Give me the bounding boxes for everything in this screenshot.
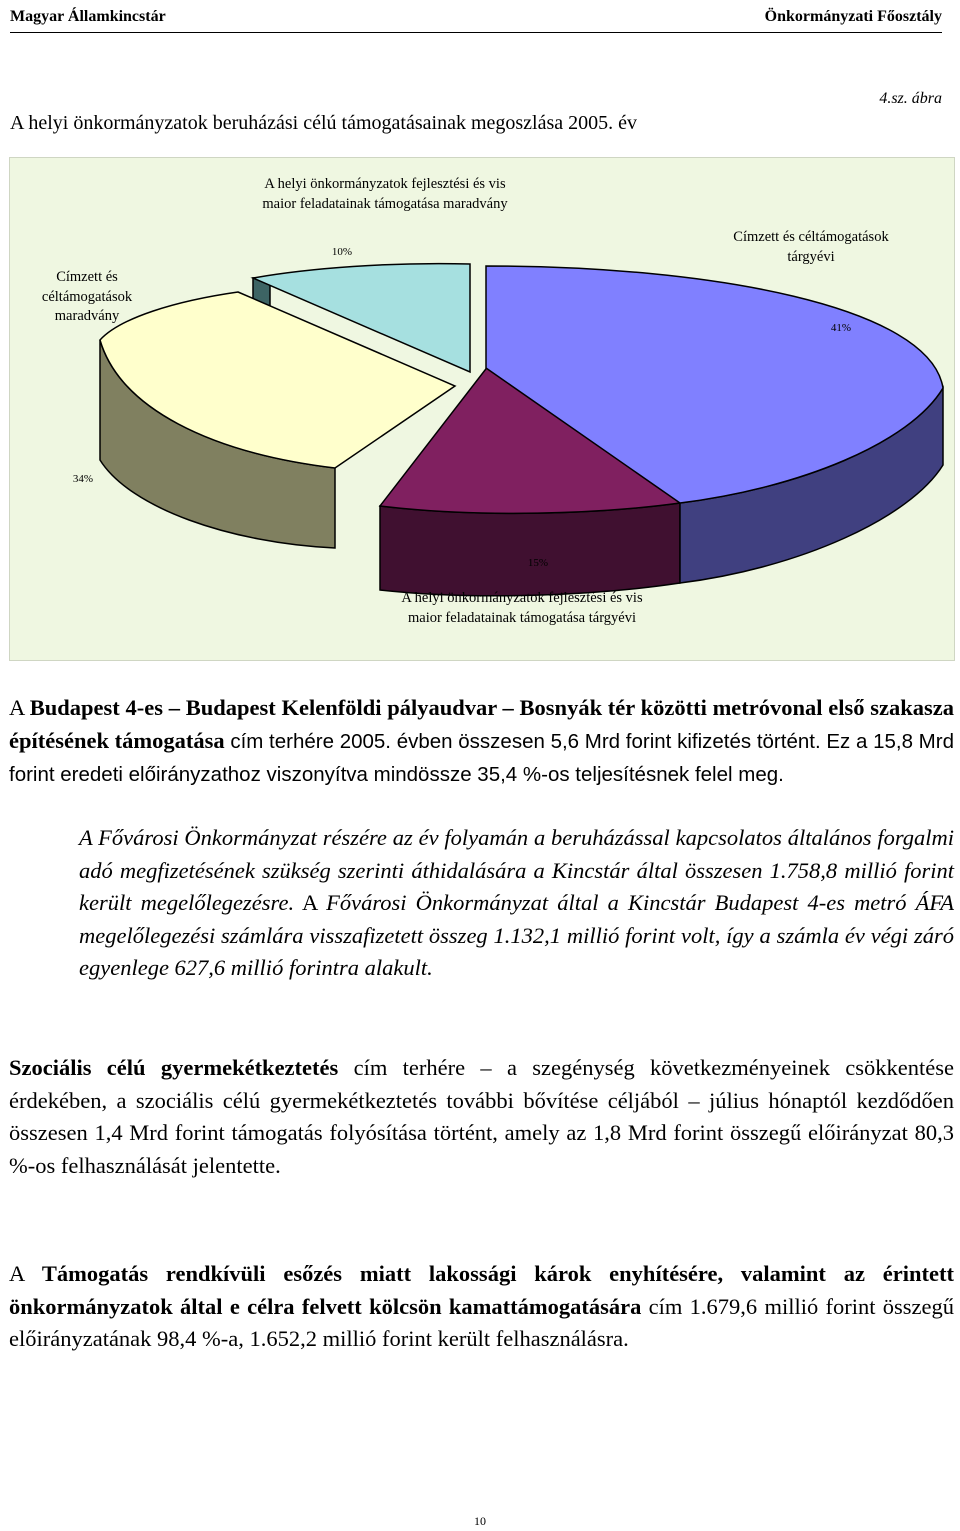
slice-label-fejlesztesi-maradvany-line2: maior feladatainak támogatása maradvány bbox=[262, 196, 508, 212]
pie-chart-svg bbox=[10, 158, 954, 660]
p1i-b: A bbox=[294, 890, 327, 915]
pct-label-cimzett-maradvany: 34% bbox=[72, 473, 94, 485]
slice-label-cimzett-maradvany-line1: Címzett és bbox=[56, 269, 118, 285]
paragraph-metro bbox=[9, 692, 954, 792]
slice-label-cimzett-maradvany-line3: maradvány bbox=[54, 308, 120, 324]
p2-body: cím terhére – a szegénység következményeinek csökkentése érdekében, a szociális célú gyermekétkeztetés további bővítése céljából – július hónaptól kezdődően összesen 1,4 Mrd forint támogatás folyósítása történt, amely az 1,8 Mrd forint összegű előirányzat 80,3 %-os felhasználását jelentette. bbox=[9, 1055, 954, 1178]
paragraph-gyermekelkeztetes bbox=[9, 1052, 954, 1182]
page-number: 10 bbox=[474, 1514, 486, 1528]
figure-number: 4.sz. ábra bbox=[879, 90, 942, 107]
header-left: Magyar Államkincstár bbox=[10, 8, 166, 25]
p1-bold-title: Budapest 4-es – Budapest Kelenföldi pályaudvar – Bosnyák tér közötti metróvonal első szakasza építésének támogatása bbox=[9, 695, 954, 753]
p1i-c: Fővárosi Önkormányzat által a Kincstár Budapest 4-es metró ÁFA megelőlegezési számlára visszafizetett összeg 1.132,1 bbox=[79, 890, 955, 948]
p1-lead: A bbox=[9, 695, 30, 720]
slice-label-cimzett-targyevi-line2: tárgyévi bbox=[787, 249, 835, 265]
slice-label-fejlesztesi-targyevi-line2: maior feladatainak támogatása tárgyévi bbox=[407, 610, 637, 626]
slice-label-cimzett-targyevi-line1: Címzett és céltámogatások bbox=[733, 229, 889, 245]
pct-label-fejlesztesi-targyevi: 15% bbox=[527, 557, 549, 569]
p1-body: cím terhére 2005. évben összesen 5,6 Mrd forint kifizetés történt. Ez a 15,8 Mrd forint eredeti előirányzathoz viszonyítva mindössze 35,4 %-os teljesítésnek felel meg. bbox=[9, 729, 954, 786]
page-header bbox=[10, 4, 942, 33]
slice-label-fejlesztesi-targyevi-line1: A helyi önkormányzatok fejlesztési és vis bbox=[401, 590, 643, 606]
p3-lead: A bbox=[9, 1261, 42, 1286]
p3-body: cím 1.679,6 millió forint összegű előirányzatának 98,4 %-a, 1.652,2 millió forint került felhasználásra. bbox=[9, 1293, 954, 1351]
p1i-d: millió forint volt, így a számla év végi záró egyenlege 627,6 millió forintra alakult. bbox=[79, 922, 955, 980]
p2-bold-title: Szociális célú gyermekétkeztetés bbox=[9, 1055, 339, 1080]
pie-chart bbox=[9, 157, 955, 661]
p3-bold-title: Támogatás rendkívüli esőzés miatt lakossági károk enyhítésére, valamint az érintett önkormányzatok által e célra felvett kölcsön kamattámogatására bbox=[9, 1261, 954, 1319]
pct-label-cimzett-targyevi: 41% bbox=[830, 322, 852, 334]
pct-label-fejlesztesi-maradvany: 10% bbox=[331, 246, 353, 258]
header-right: Önkormányzati Főosztály bbox=[764, 8, 942, 25]
figure-title: A helyi önkormányzatok beruházási célú támogatásainak megoszlása 2005. év bbox=[10, 112, 638, 134]
slice-label-fejlesztesi-maradvany-line1: A helyi önkormányzatok fejlesztési és vis bbox=[264, 176, 506, 192]
slice-label-cimzett-maradvany-line2: céltámogatások bbox=[41, 289, 133, 305]
paragraph-metro-afa bbox=[79, 822, 954, 985]
p1i-a: A Fővárosi Önkormányzat részére az év folyamán a beruházással kapcsolatos általános forgalmi adó megfizetésének szükség szerinti áthidalására a Kincstár által összesen 1.758,8 millió forint került megelőlegezésre. bbox=[79, 825, 954, 915]
paragraph-esozes bbox=[9, 1258, 954, 1356]
